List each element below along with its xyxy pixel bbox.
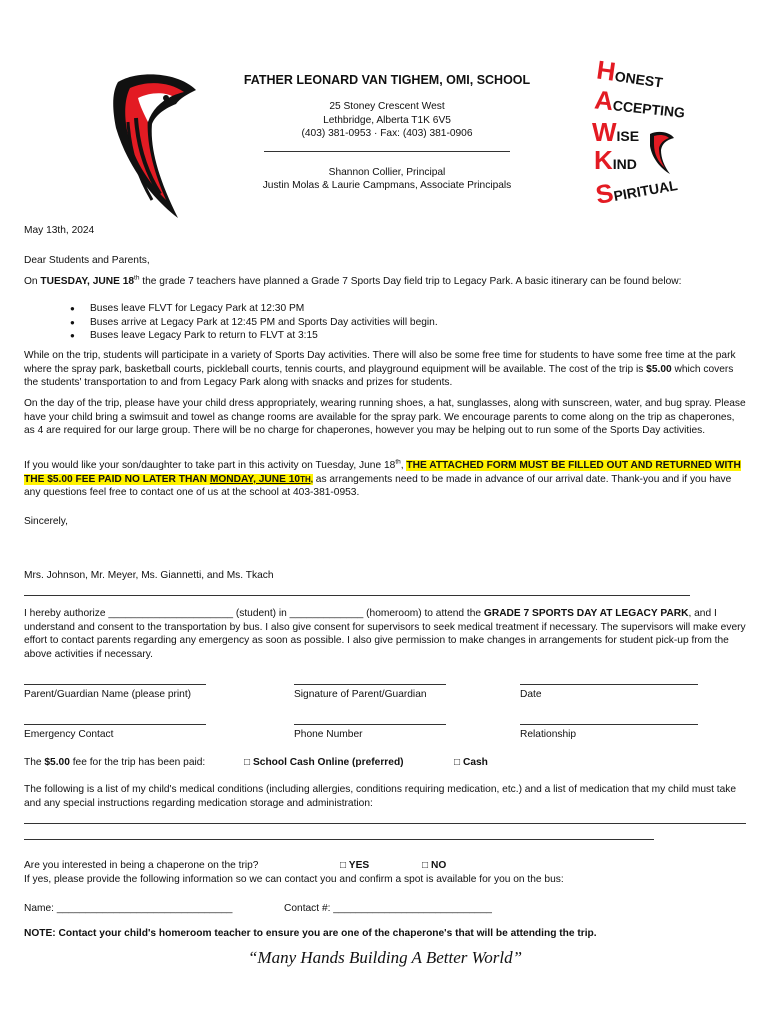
signature-line[interactable] <box>294 684 446 685</box>
list-item: ● Buses leave FLVT for Legacy Park at 12:30 PM <box>64 302 744 316</box>
cut-line <box>24 595 690 596</box>
letter-salutation: Dear Students and Parents, <box>24 255 150 266</box>
value-wise: WISE <box>592 117 640 147</box>
signature-label: Signature of Parent/Guardian <box>294 689 427 700</box>
medical-line-2[interactable] <box>24 839 654 840</box>
address-line-2: Lethbridge, Alberta T1K 6V5 <box>323 114 451 126</box>
school-cash-checkbox[interactable]: □ School Cash Online (preferred) <box>244 757 404 768</box>
deadline-highlight: THE ATTACHED FORM MUST BE FILLED OUT AND RETURNED WITH THE $5.00 FEE PAID NO LATER THAN MONDAY, JUNE 10TH, <box>24 460 741 485</box>
chaperone-followup: If yes, please provide the following information so we can contact you and confirm a spot is available for you on the bus: <box>24 874 564 885</box>
date-label: Date <box>520 689 542 700</box>
authorization-paragraph: I hereby authorize ______________________ (student) in _____________ (homeroom) to attend the GRADE 7 SPORTS DAY AT LEGACY PARK, and I understand and consent to the transportation by bus. I also give consent for supervisors to seek medical treatment if necessary. The supervisors will make every effort to contact parents regarding any emergency as soon as possible. I also give permission to make changes in arrangements for student pick-up from the above activities if necessary. <box>24 608 746 660</box>
header-divider <box>264 151 510 152</box>
medical-prompt: The following is a list of my child's medical conditions (including allergies, conditions requiring medication, etc.) and a list of medication that my child must take and any special instructions regarding medication storage and administration: <box>24 784 737 809</box>
school-name: FATHER LEONARD VAN TIGHEM, OMI, SCHOOL <box>243 73 531 87</box>
emergency-contact-label: Emergency Contact <box>24 729 114 740</box>
phone-number-label: Phone Number <box>294 729 363 740</box>
phone-fax: (403) 381-0953 · Fax: (403) 381-0906 <box>301 128 473 140</box>
associate-principals: Justin Molas & Laurie Campmans, Associate Principals <box>262 180 512 192</box>
chaperone-contact-field[interactable]: Contact #: ____________________________ <box>284 903 492 914</box>
emergency-contact-line[interactable] <box>24 724 206 725</box>
fee-paid-label: The $5.00 fee for the trip has been paid: <box>24 757 206 768</box>
small-hawk-icon <box>648 130 674 174</box>
value-spiritual: SPIRITUAL <box>593 177 679 210</box>
chaperone-no-checkbox[interactable]: □ NO <box>422 860 447 871</box>
deadline-paragraph: If you would like your son/daughter to take part in this activity on Tuesday, June 18th, THE ATTACHED FORM MUST BE FILLED OUT AND RETURNED WITH THE $5.00 FEE PAID NO LATER THAN MONDAY, JUNE 10TH, as arrangements need to be made in advance of our arrival date. Thank-you and if you have any questions feel free to contact one of us at the school at 403-381-0953. <box>24 458 741 499</box>
school-motto: “Many Hands Building A Better World” <box>247 948 523 967</box>
chaperone-question: Are you interested in being a chaperone on the trip? <box>24 860 259 871</box>
parent-name-label: Parent/Guardian Name (please print) <box>24 689 192 700</box>
relationship-label: Relationship <box>520 729 577 740</box>
parent-name-line[interactable] <box>24 684 206 685</box>
relationship-line[interactable] <box>520 724 698 725</box>
dress-paragraph: On the day of the trip, please have your child dress appropriately, wearing running shoes, a hat, sunglasses, along with sunscreen, water, and bug spray. Please have your child bring a swimsuit and towel as change rooms are available for the spray park. We encourage parents to come along on the trip as chaperones, as 4 are required for our large group. There will be no charge for chaperones, however you may be helping out to run some of the Sports Day activities. <box>24 398 746 437</box>
phone-number-line[interactable] <box>294 724 446 725</box>
activities-paragraph: While on the trip, students will participate in a variety of Sports Day activities. There will also be some free time for students to have some free time at the park where the spray park, basketball courts, pickleball courts, tennis courts, and playground equipment will be available. The cost of the trip is $5.00 which covers the students' transportation to and from Legacy Park along with snacks and prizes for students. <box>24 350 736 389</box>
hawks-values-logo <box>590 54 690 218</box>
school-letterhead <box>200 72 574 193</box>
principal: Shannon Collier, Principal <box>328 166 446 178</box>
list-item: ● Buses leave Legacy Park to return to FLVT at 3:15 <box>64 329 744 343</box>
value-kind: KIND <box>594 145 637 175</box>
medical-line-1[interactable] <box>24 823 746 824</box>
value-honest: HONEST <box>594 54 664 91</box>
chaperone-name-field[interactable]: Name: _______________________________ <box>24 903 233 914</box>
chaperone-yes-checkbox[interactable]: □ YES <box>340 860 370 871</box>
letter-date: May 13th, 2024 <box>24 225 95 236</box>
list-item: ● Buses arrive at Legacy Park at 12:45 PM and Sports Day activities will begin. <box>64 316 744 330</box>
intro-paragraph: On TUESDAY, JUNE 18th the grade 7 teachers have planned a Grade 7 Sports Day field trip to Legacy Park. A basic itinerary can be found below: <box>24 274 682 287</box>
cash-checkbox[interactable]: □ Cash <box>454 757 488 768</box>
hawk-head-logo <box>108 68 200 228</box>
address-line-1: 25 Stoney Crescent West <box>329 101 445 112</box>
signers: Mrs. Johnson, Mr. Meyer, Ms. Giannetti, and Ms. Tkach <box>24 570 274 581</box>
chaperone-note: NOTE: Contact your child's homeroom teacher to ensure you are one of the chaperone's that will be attending the trip. <box>24 928 597 939</box>
closing: Sincerely, <box>24 516 68 527</box>
value-accepting: ACCEPTING <box>593 84 686 121</box>
date-line[interactable] <box>520 684 698 685</box>
itinerary-list <box>64 302 744 343</box>
